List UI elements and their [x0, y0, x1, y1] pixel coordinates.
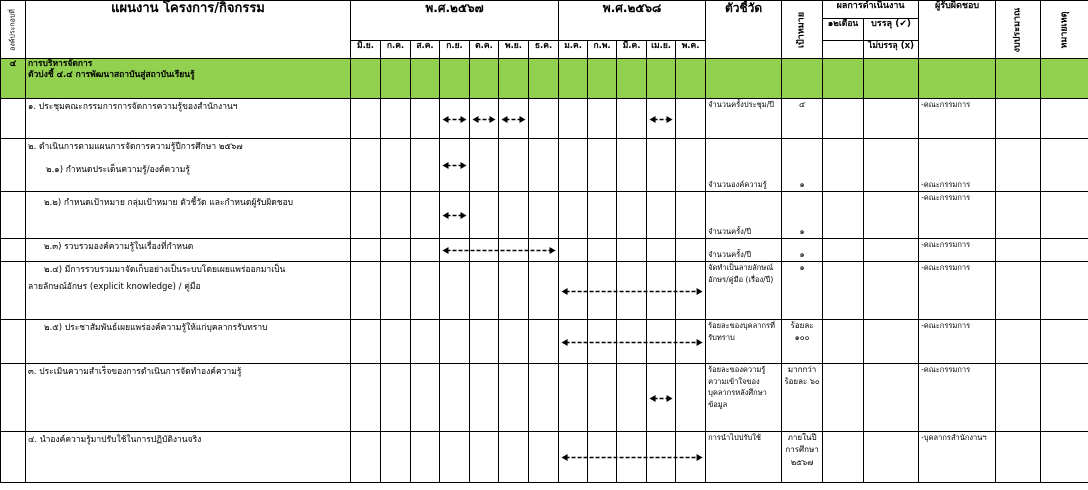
month-cell	[381, 262, 411, 320]
month-cell	[411, 320, 440, 364]
year1-header: พ.ศ.๒๕๖๗	[351, 1, 559, 41]
result-blank-header	[823, 41, 864, 59]
target-cell: ๑	[782, 192, 823, 239]
achieved-cell	[864, 432, 919, 483]
month-cell	[617, 239, 647, 262]
achieved-cell	[864, 99, 919, 139]
month-cell	[499, 239, 529, 262]
owner-cell: -คณะกรรมการ	[919, 239, 996, 262]
month-header: ส.ค.	[411, 41, 440, 59]
month-cell	[440, 99, 470, 139]
achieved-cell	[864, 320, 919, 364]
remark-cell	[1041, 262, 1088, 320]
month-header: ต.ค.	[470, 41, 499, 59]
month-cell	[676, 262, 706, 320]
month-cell	[676, 320, 706, 364]
activity-text: ๒.๒) กำหนดเป้าหมาย กลุ่มเป้าหมาย ตัวชี้วัด และกำหนดผู้รับผิดชอบ	[44, 198, 294, 208]
month-cell	[588, 192, 617, 239]
month-cell	[617, 432, 647, 483]
month-header: มิ.ย.	[351, 41, 381, 59]
result-12m-cell	[823, 99, 864, 139]
result-12m-cell	[823, 320, 864, 364]
month-cell	[559, 364, 588, 432]
month-cell	[617, 139, 647, 192]
activity-cell	[26, 364, 351, 432]
achieved-cell	[864, 364, 919, 432]
result-12m-cell	[823, 192, 864, 239]
month-header: พ.ย.	[499, 41, 529, 59]
budget-cell	[996, 139, 1041, 192]
budget-cell	[996, 262, 1041, 320]
result-12m-cell	[823, 432, 864, 483]
month-cell	[529, 432, 559, 483]
month-cell	[676, 192, 706, 239]
activity-cell	[26, 139, 351, 192]
month-cell	[440, 139, 470, 192]
activity-cell	[26, 320, 351, 364]
budget-col-header: งบประมาณ	[996, 1, 1041, 59]
strategy-cell	[1, 432, 26, 483]
remark-cell	[1041, 239, 1088, 262]
month-cell	[381, 364, 411, 432]
result-12m-cell	[823, 262, 864, 320]
month-cell	[588, 139, 617, 192]
month-cell	[559, 239, 588, 262]
month-cell	[529, 364, 559, 432]
month-cell	[499, 192, 529, 239]
month-cell	[470, 139, 499, 192]
target-cell: มากกว่า ร้อยละ ๖๐	[782, 364, 823, 432]
target-cell: ๑	[782, 139, 823, 192]
month-cell	[617, 262, 647, 320]
month-cell	[351, 262, 381, 320]
activity-cell	[26, 432, 351, 483]
month-cell	[499, 139, 529, 192]
owner-cell: -คณะกรรมการ	[919, 320, 996, 364]
plan-col-header: แผนงาน โครงการ/กิจกรรม	[26, 1, 351, 59]
month-cell	[499, 364, 529, 432]
month-cell	[440, 192, 470, 239]
indicator-cell: จำนวนครั้ง/ปี	[706, 239, 782, 262]
month-cell	[588, 262, 617, 320]
strategy-cell	[1, 139, 26, 192]
month-header: ก.ย.	[440, 41, 470, 59]
strategy-cell	[1, 99, 26, 139]
activity-text: ๒.๔) มีการรวบรวมมาจัดเก็บอย่างเป็นระบบโดยเผยแพร่ออกมาเป็น	[44, 265, 286, 275]
budget-cell	[996, 432, 1041, 483]
target-cell: ร้อยละ ๑๐๐	[782, 320, 823, 364]
month-cell	[411, 432, 440, 483]
month-cell	[559, 192, 588, 239]
month-cell	[529, 99, 559, 139]
table-row	[1, 99, 1088, 139]
table-row	[1, 320, 1088, 364]
month-cell	[470, 192, 499, 239]
month-cell	[529, 262, 559, 320]
month-cell	[617, 192, 647, 239]
activity-text: ๓. ประเมินความสำเร็จของการดำเนินการจัดทำองค์ความรู้	[28, 367, 242, 377]
section-title: การบริหารจัดการ	[28, 59, 93, 69]
strategy-cell	[1, 364, 26, 432]
budget-cell	[996, 99, 1041, 139]
activity-text: ๑. ประชุมคณะกรรมการการจัดการความรู้ของสำนักงานฯ	[28, 102, 238, 112]
month-cell	[676, 239, 706, 262]
month-cell	[411, 192, 440, 239]
achieved-cell	[864, 239, 919, 262]
budget-cell	[996, 320, 1041, 364]
month-cell	[529, 139, 559, 192]
month-cell	[617, 99, 647, 139]
month-cell	[559, 139, 588, 192]
strategy-col-header: องค์ประกอบที่	[1, 1, 26, 59]
month-cell	[351, 139, 381, 192]
month-cell	[381, 99, 411, 139]
month-cell	[351, 432, 381, 483]
indicator-cell: ร้อยละของความรู้ความเข้าใจของบุคลากรหลังศึกษาข้อมูล	[706, 364, 782, 432]
month-cell	[588, 364, 617, 432]
month-cell	[440, 262, 470, 320]
table-row	[1, 139, 1088, 192]
result-12m-header: ๑๒เดือน	[823, 19, 864, 41]
target-cell: ๑	[782, 262, 823, 320]
month-cell	[470, 364, 499, 432]
month-cell	[588, 239, 617, 262]
month-header: พ.ค.	[676, 41, 706, 59]
remark-cell	[1041, 99, 1088, 139]
month-cell	[411, 364, 440, 432]
indicator-cell: จำนวนองค์ความรู้	[706, 139, 782, 192]
indicator-cell: ร้อยละของบุคลากรที่รับทราบ	[706, 320, 782, 364]
month-cell	[351, 239, 381, 262]
result-col-header: ผลการดำเนินงาน	[823, 1, 919, 19]
month-cell	[529, 320, 559, 364]
remark-col-header: หมายเหตุ	[1041, 1, 1088, 59]
month-cell	[440, 432, 470, 483]
indicator-col-header: ตัวชี้วัด	[706, 1, 782, 59]
budget-cell	[996, 239, 1041, 262]
month-cell	[499, 99, 529, 139]
month-cell	[588, 99, 617, 139]
month-cell	[411, 99, 440, 139]
owner-cell: -คณะกรรมการ	[919, 99, 996, 139]
month-header: ม.ค.	[559, 41, 588, 59]
month-cell	[647, 99, 676, 139]
table-row	[1, 364, 1088, 432]
month-cell	[647, 432, 676, 483]
month-cell	[440, 320, 470, 364]
month-cell	[381, 139, 411, 192]
year2-header: พ.ศ.๒๕๖๘	[559, 1, 706, 41]
activity-cell	[26, 262, 351, 320]
month-cell	[559, 320, 588, 364]
section-number: ๔	[1, 59, 26, 99]
result-12m-cell	[823, 239, 864, 262]
month-cell	[676, 364, 706, 432]
strategy-cell	[1, 262, 26, 320]
remark-cell	[1041, 432, 1088, 483]
month-cell	[351, 320, 381, 364]
month-cell	[617, 364, 647, 432]
activity-text: ๒. ดำเนินการตามแผนการจัดการความรู้ปีการศึกษา ๒๕๖๗	[28, 142, 243, 152]
strategy-cell	[1, 239, 26, 262]
month-cell	[647, 139, 676, 192]
activity-cell	[26, 192, 351, 239]
month-cell	[351, 192, 381, 239]
month-cell	[559, 432, 588, 483]
month-cell	[647, 192, 676, 239]
achieved-header: บรรลุ (✔)	[864, 19, 919, 41]
result-12m-cell	[823, 139, 864, 192]
indicator-cell: จัดทำเป็นลายลักษณ์อักษร/คู่มือ (เรื่อง/ปี)	[706, 262, 782, 320]
month-cell	[559, 262, 588, 320]
month-header: เม.ย.	[647, 41, 676, 59]
activity-cell	[26, 99, 351, 139]
remark-cell	[1041, 192, 1088, 239]
target-col-header: เป้าหมาย	[782, 1, 823, 59]
table-row	[1, 262, 1088, 320]
month-cell	[676, 139, 706, 192]
section-title-cell	[26, 59, 351, 99]
month-cell	[676, 432, 706, 483]
owner-cell: -บุคลากรสำนักงานฯ	[919, 432, 996, 483]
activity-text: ๔. นำองค์ความรู้มาปรับใช้ในการปฏิบัติงานจริง	[28, 435, 202, 445]
target-cell: ๑	[782, 239, 823, 262]
month-cell	[499, 262, 529, 320]
section-row	[1, 59, 1088, 99]
month-cell	[351, 99, 381, 139]
achieved-cell	[864, 139, 919, 192]
month-cell	[588, 320, 617, 364]
month-cell	[559, 99, 588, 139]
month-cell	[529, 239, 559, 262]
month-cell	[529, 192, 559, 239]
month-cell	[676, 99, 706, 139]
remark-cell	[1041, 364, 1088, 432]
table-row	[1, 432, 1088, 483]
owner-cell: -คณะกรรมการ	[919, 262, 996, 320]
owner-col-header: ผู้รับผิดชอบ	[919, 1, 996, 59]
month-header: ก.พ.	[588, 41, 617, 59]
budget-cell	[996, 192, 1041, 239]
month-cell	[499, 432, 529, 483]
owner-cell: -คณะกรรมการ	[919, 139, 996, 192]
month-cell	[440, 364, 470, 432]
achieved-cell	[864, 262, 919, 320]
indicator-cell: จำนวนครั้ง/ปี	[706, 192, 782, 239]
month-cell	[470, 99, 499, 139]
target-cell: ๔	[782, 99, 823, 139]
month-header: ก.ค.	[381, 41, 411, 59]
month-cell	[647, 364, 676, 432]
achieved-cell	[864, 192, 919, 239]
owner-cell: -คณะกรรมการ	[919, 364, 996, 432]
month-cell	[381, 239, 411, 262]
month-header: ธ.ค.	[529, 41, 559, 59]
month-cell	[647, 239, 676, 262]
budget-cell	[996, 364, 1041, 432]
table-row	[1, 192, 1088, 239]
indicator-cell: จำนวนครั้งประชุม/ปี	[706, 99, 782, 139]
remark-cell	[1041, 139, 1088, 192]
month-cell	[470, 262, 499, 320]
month-cell	[411, 239, 440, 262]
target-cell: ภายในปีการศึกษา ๒๕๖๗	[782, 432, 823, 483]
month-cell	[647, 262, 676, 320]
month-cell	[411, 139, 440, 192]
remark-cell	[1041, 320, 1088, 364]
month-cell	[470, 320, 499, 364]
section-indicator: ตัวบ่งชี้ ๔.๔ การพัฒนาสถาบันสู่สถาบันเรียนรู้	[28, 70, 195, 81]
table-row	[1, 239, 1088, 262]
indicator-cell: การนำไปปรับใช้	[706, 432, 782, 483]
strategy-cell	[1, 192, 26, 239]
month-cell	[617, 320, 647, 364]
month-cell	[440, 239, 470, 262]
result-12m-cell	[823, 364, 864, 432]
activity-text: ๒.๓) รวบรวมองค์ความรู้ในเรื่องที่กำหนด	[44, 242, 194, 252]
activity-text: ๒.๑) กำหนดประเด็นความรู้/องค์ความรู้	[46, 164, 190, 175]
month-cell	[381, 192, 411, 239]
owner-cell: -คณะกรรมการ	[919, 192, 996, 239]
strategy-cell	[1, 320, 26, 364]
month-cell	[588, 432, 617, 483]
month-cell	[381, 432, 411, 483]
month-cell	[351, 364, 381, 432]
month-header: มี.ค.	[617, 41, 647, 59]
month-cell	[411, 262, 440, 320]
not-achieved-header: ไม่บรรลุ (x)	[864, 41, 919, 59]
activity-text: ลายลักษณ์อักษร (explicit knowledge) / คู่มือ	[28, 281, 201, 292]
month-cell	[470, 432, 499, 483]
month-cell	[499, 320, 529, 364]
activity-cell	[26, 239, 351, 262]
month-cell	[647, 320, 676, 364]
activity-text: ๒.๕) ประชาสัมพันธ์เผยแพร่องค์ความรู้ให้แก่บุคลากรรับทราบ	[44, 323, 268, 333]
month-cell	[470, 239, 499, 262]
month-cell	[381, 320, 411, 364]
